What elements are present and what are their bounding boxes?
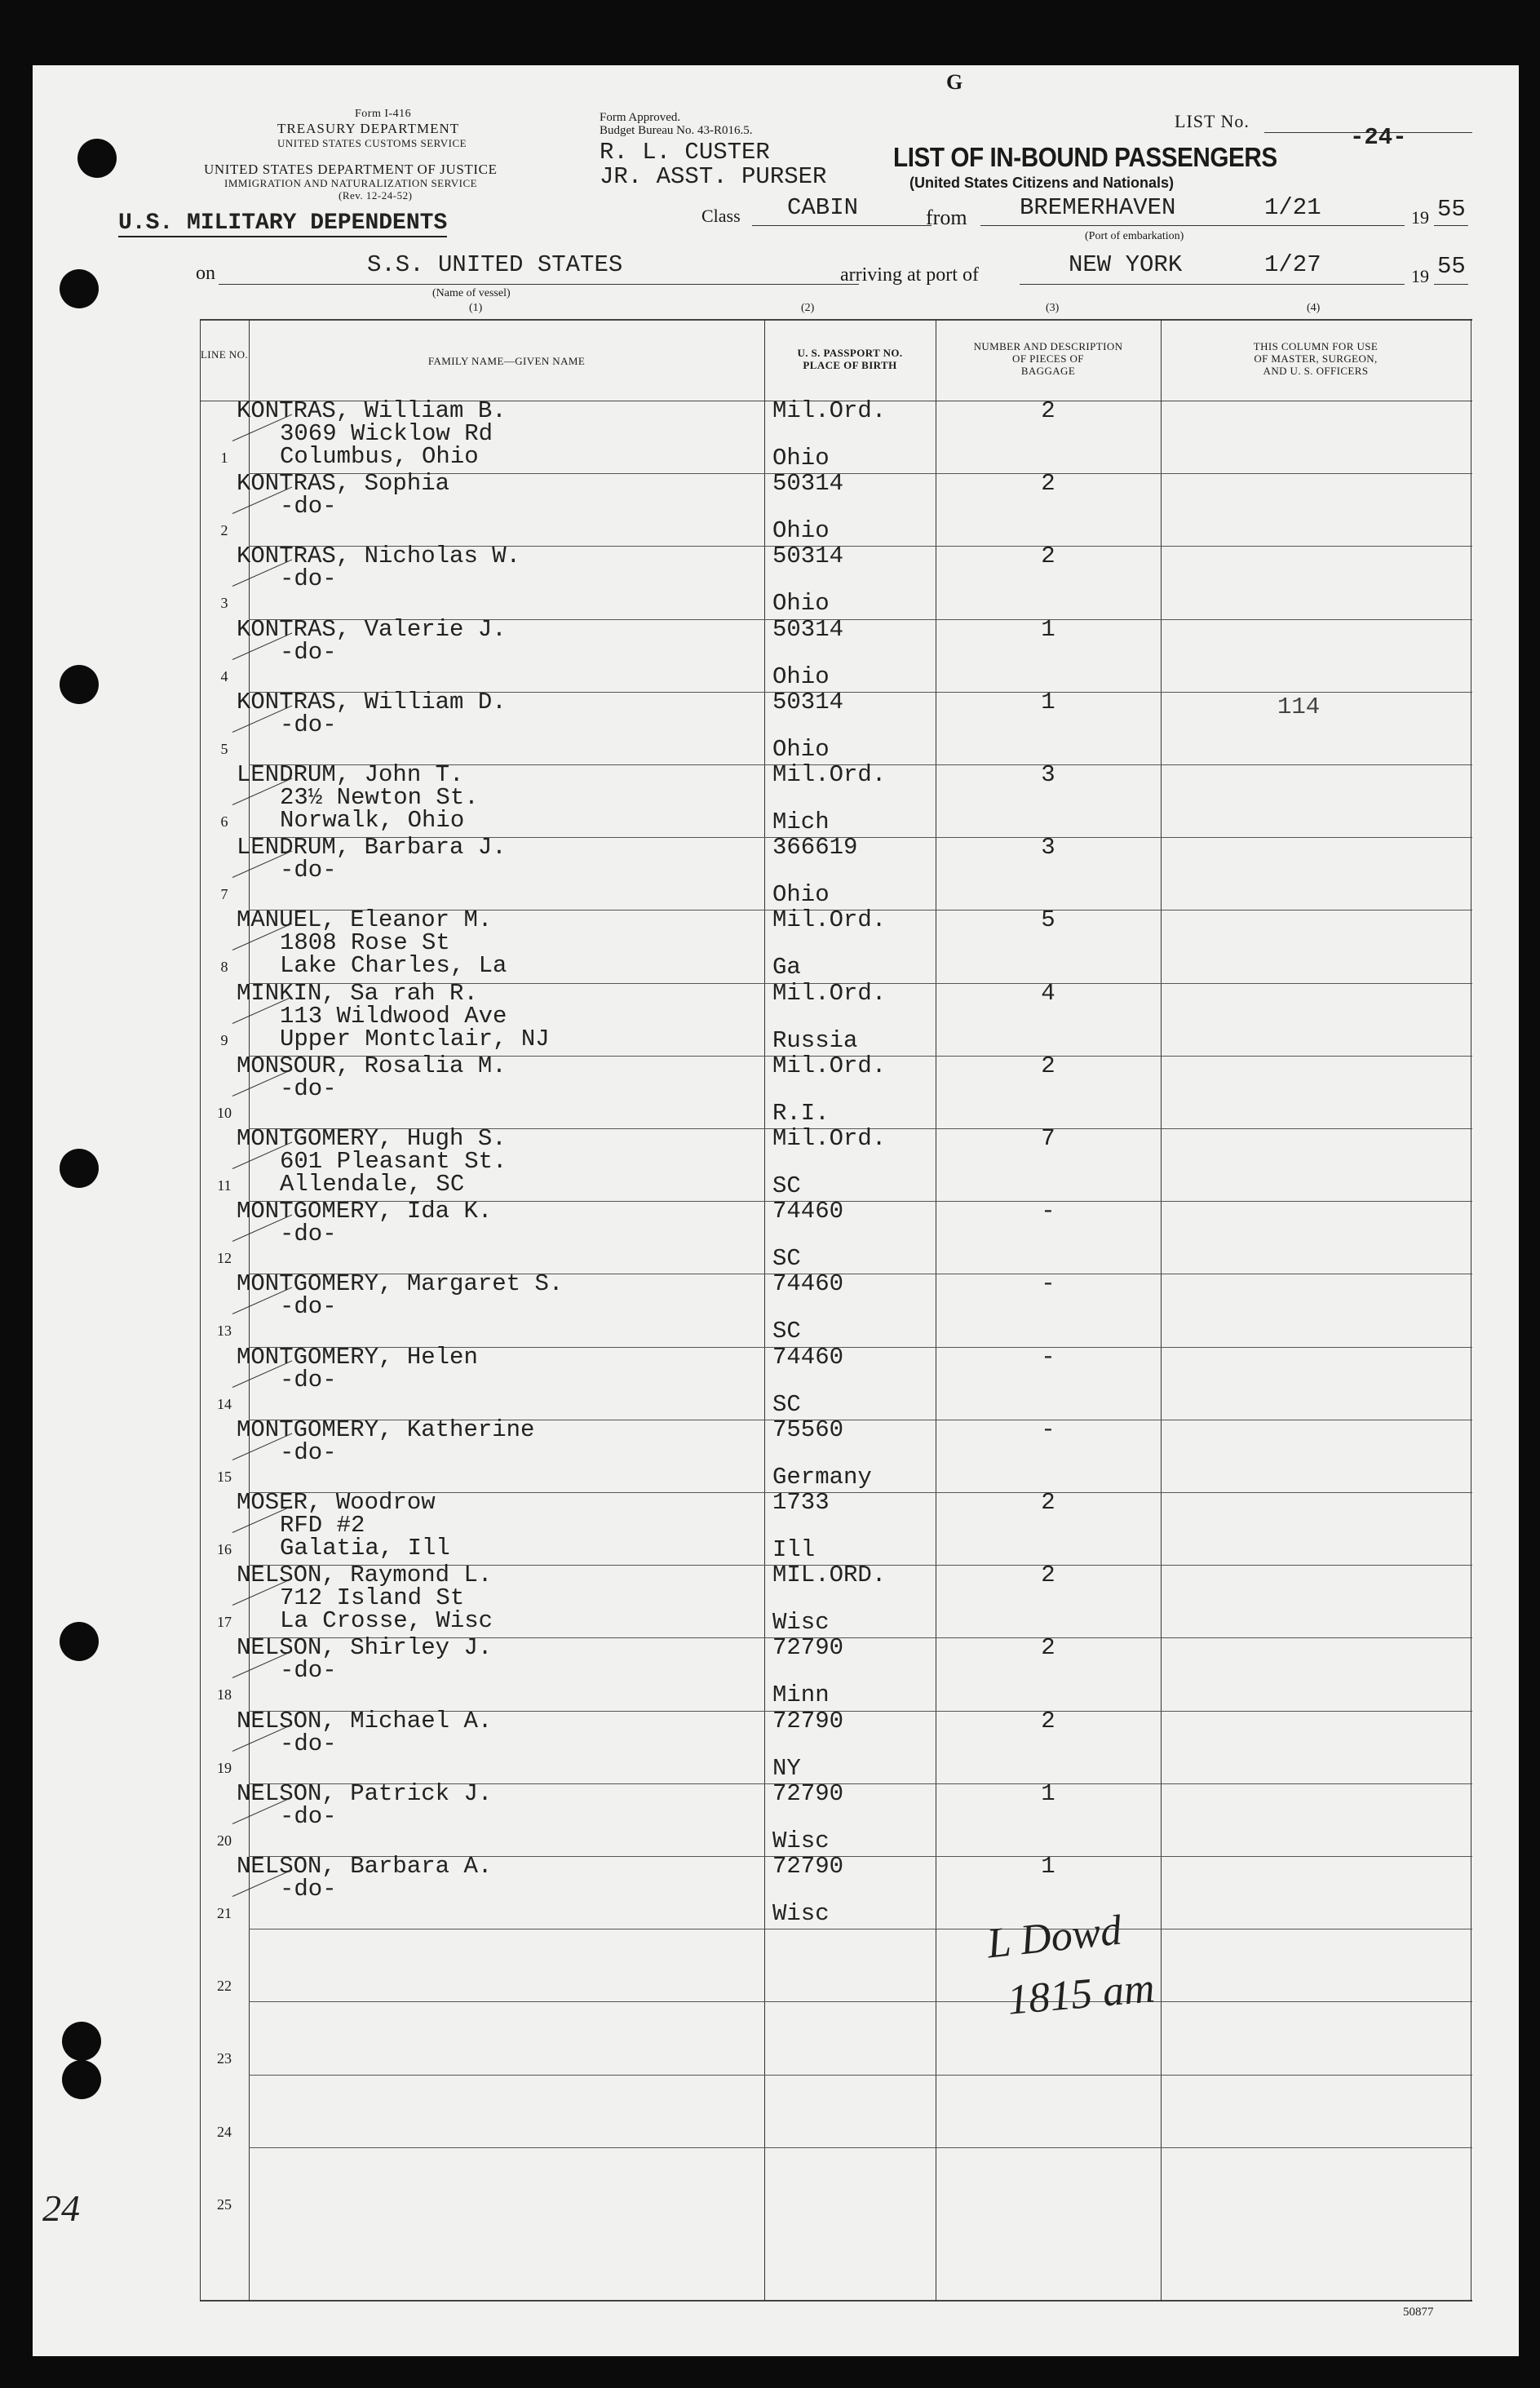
passenger-address-1: -do- bbox=[280, 1293, 337, 1321]
table-row bbox=[200, 1853, 1472, 1929]
baggage-count: 3 bbox=[1041, 834, 1055, 862]
line-number: 22 bbox=[217, 1978, 232, 1995]
col-header-baggage-l2: OF PIECES OF bbox=[1012, 352, 1084, 365]
passenger-address-1: 1808 Rose St bbox=[280, 929, 450, 957]
place-of-birth: SC bbox=[772, 1245, 801, 1273]
page-subtitle: (United States Citizens and Nationals) bbox=[909, 175, 1175, 191]
baggage-count: 2 bbox=[1041, 543, 1055, 570]
passenger-name: MONTGOMERY, Ida K. bbox=[237, 1198, 493, 1225]
embark-port: BREMERHAVEN bbox=[1020, 194, 1176, 221]
passenger-address-1: 712 Island St bbox=[280, 1584, 465, 1612]
page-title: LIST OF IN-BOUND PASSENGERS bbox=[893, 142, 1277, 172]
passport-number: 74460 bbox=[772, 1270, 844, 1298]
passenger-name: NELSON, Michael A. bbox=[237, 1707, 493, 1735]
passenger-address-1: -do- bbox=[280, 565, 337, 593]
officer-note: 114 bbox=[1277, 693, 1321, 720]
passenger-name: MOSER, Woodrow bbox=[237, 1489, 436, 1516]
passenger-address-2: Galatia, Ill bbox=[280, 1535, 450, 1562]
line-number: 21 bbox=[217, 1905, 232, 1921]
baggage-count: 5 bbox=[1041, 906, 1055, 934]
place-of-birth: SC bbox=[772, 1390, 801, 1418]
passport-number: Mil.Ord. bbox=[772, 979, 887, 1007]
place-of-birth: Ohio bbox=[772, 881, 830, 909]
place-of-birth: R.I. bbox=[772, 1099, 830, 1127]
passenger-name: KONTRAS, William D. bbox=[237, 688, 507, 716]
col-header-officers-l2: OF MASTER, SURGEON, bbox=[1254, 352, 1378, 365]
passenger-address-2: La Crosse, Wisc bbox=[280, 1607, 493, 1635]
passenger-address-1: -do- bbox=[280, 1657, 337, 1685]
baggage-count: 3 bbox=[1041, 761, 1055, 788]
justice-dept: UNITED STATES DEPARTMENT OF JUSTICE bbox=[204, 162, 498, 177]
line-number: 23 bbox=[217, 2050, 232, 2067]
place-of-birth: Wisc bbox=[772, 1827, 830, 1854]
table-row bbox=[200, 1052, 1472, 1128]
form-code: 50877 bbox=[1403, 2306, 1434, 2319]
passport-number: 74460 bbox=[772, 1198, 844, 1225]
passenger-address-1: -do- bbox=[280, 711, 337, 738]
table-row bbox=[200, 543, 1472, 618]
table-row bbox=[200, 615, 1472, 692]
passenger-name: MINKIN, Sa rah R. bbox=[237, 979, 478, 1007]
passenger-address-1: 601 Pleasant St. bbox=[280, 1148, 507, 1175]
arrival-port: NEW YORK bbox=[1069, 251, 1183, 278]
table-row bbox=[200, 979, 1472, 1056]
col-header-passport-l1: U. S. PASSPORT NO. bbox=[797, 347, 903, 359]
place-of-birth: Ohio bbox=[772, 735, 830, 763]
passport-number: 72790 bbox=[772, 1779, 844, 1807]
passenger-address-1: 3069 Wicklow Rd bbox=[280, 420, 493, 447]
table-row bbox=[200, 1125, 1472, 1201]
col-header-baggage-l3: BAGGAGE bbox=[1020, 365, 1076, 377]
punch-hole bbox=[60, 1149, 99, 1188]
from-label: from bbox=[926, 206, 967, 229]
list-no-label: LIST No. bbox=[1175, 111, 1250, 131]
passenger-address-1: -do- bbox=[280, 1438, 337, 1466]
table-row bbox=[200, 1929, 1472, 2001]
place-of-birth: SC bbox=[772, 1172, 801, 1199]
passenger-address-1: -do- bbox=[280, 1221, 337, 1248]
punch-hole bbox=[62, 2022, 101, 2061]
line-number: 16 bbox=[217, 1541, 232, 1557]
table-row bbox=[200, 1343, 1472, 1420]
line-number: 14 bbox=[217, 1395, 232, 1412]
line-number: 19 bbox=[217, 1759, 232, 1776]
passenger-address-2: Allendale, SC bbox=[280, 1171, 465, 1198]
treasury-dept: TREASURY DEPARTMENT bbox=[277, 121, 460, 136]
passenger-address-2: Upper Montclair, NJ bbox=[280, 1025, 550, 1052]
passenger-name: NELSON, Patrick J. bbox=[237, 1779, 493, 1807]
passenger-name: KONTRAS, William B. bbox=[237, 397, 507, 424]
baggage-count: - bbox=[1041, 1198, 1055, 1225]
col-header-officers-l3: AND U. S. OFFICERS bbox=[1263, 365, 1369, 377]
punch-hole bbox=[62, 2060, 101, 2099]
line-number: 7 bbox=[220, 886, 228, 903]
line-number: 18 bbox=[217, 1686, 232, 1703]
place-of-birth: Ohio bbox=[772, 590, 830, 618]
punch-hole bbox=[60, 269, 99, 308]
table-row bbox=[200, 1562, 1472, 1637]
baggage-count: 1 bbox=[1041, 615, 1055, 643]
passenger-name: MONSOUR, Rosalia M. bbox=[237, 1052, 507, 1079]
passport-number: 74460 bbox=[772, 1343, 844, 1371]
line-number: 11 bbox=[217, 1177, 232, 1194]
place-of-birth: Ill bbox=[772, 1536, 816, 1563]
table-row bbox=[200, 1779, 1472, 1856]
arrival-year-prefix: 19 bbox=[1411, 266, 1429, 286]
baggage-count: 2 bbox=[1041, 1489, 1055, 1516]
arrival-year: 55 bbox=[1437, 253, 1466, 280]
line-number: 12 bbox=[217, 1250, 232, 1267]
baggage-count: 7 bbox=[1041, 1125, 1055, 1152]
arrival-date: 1/27 bbox=[1264, 251, 1321, 278]
baggage-count: 2 bbox=[1041, 470, 1055, 498]
baggage-count: 2 bbox=[1041, 1052, 1055, 1079]
place-of-birth: Minn bbox=[772, 1681, 830, 1709]
line-number: 24 bbox=[217, 2123, 232, 2140]
col-header-passport-l2: PLACE OF BIRTH bbox=[803, 359, 897, 371]
passenger-name: MONTGOMERY, Helen bbox=[237, 1343, 478, 1371]
budget-bureau: Budget Bureau No. 43-R016.5. bbox=[600, 124, 753, 137]
table-row bbox=[200, 1634, 1472, 1710]
table-row bbox=[200, 1270, 1472, 1346]
embark-year-prefix: 19 bbox=[1411, 207, 1429, 228]
passenger-name: NELSON, Raymond L. bbox=[237, 1562, 493, 1589]
table-row bbox=[200, 761, 1472, 837]
line-number: 20 bbox=[217, 1832, 232, 1849]
baggage-count: 1 bbox=[1041, 688, 1055, 716]
passenger-address-1: -do- bbox=[280, 1366, 337, 1393]
passenger-name: MONTGOMERY, Margaret S. bbox=[237, 1270, 564, 1298]
line-number: 6 bbox=[220, 813, 228, 830]
table-row bbox=[200, 470, 1472, 546]
line-number: 8 bbox=[220, 959, 228, 976]
officer-name: R. L. CUSTER bbox=[600, 139, 770, 166]
passenger-name: NELSON, Shirley J. bbox=[237, 1634, 493, 1662]
passenger-address-1: -do- bbox=[280, 638, 337, 666]
baggage-count: 1 bbox=[1041, 1853, 1055, 1880]
on-label: on bbox=[196, 263, 215, 284]
passport-number: 75560 bbox=[772, 1416, 844, 1443]
embark-date: 1/21 bbox=[1264, 194, 1321, 221]
passenger-name: MANUEL, Eleanor M. bbox=[237, 906, 493, 934]
baggage-count: 2 bbox=[1041, 1562, 1055, 1589]
col-header-passport bbox=[764, 347, 936, 371]
line-number: 2 bbox=[220, 522, 228, 539]
ins-service: IMMIGRATION AND NATURALIZATION SERVICE bbox=[224, 177, 478, 189]
passport-number: MIL.ORD. bbox=[772, 1562, 887, 1589]
baggage-count: - bbox=[1041, 1416, 1055, 1443]
passport-number: 72790 bbox=[772, 1634, 844, 1662]
signature-line-1: L Dowd bbox=[985, 1907, 1124, 1968]
col-header-name: FAMILY NAME—GIVEN NAME bbox=[427, 355, 586, 367]
line-number: 17 bbox=[217, 1614, 232, 1631]
form-number: Form I-416 bbox=[355, 108, 412, 120]
line-number: 1 bbox=[220, 450, 228, 466]
passenger-address-2: Norwalk, Ohio bbox=[280, 807, 465, 834]
place-of-birth: SC bbox=[772, 1318, 801, 1345]
punch-hole bbox=[60, 665, 99, 704]
place-of-birth: Wisc bbox=[772, 1609, 830, 1637]
line-number: 15 bbox=[217, 1468, 232, 1485]
col-header-line: LINE NO. bbox=[200, 348, 249, 361]
table-row bbox=[200, 1198, 1472, 1274]
passport-number: 72790 bbox=[772, 1707, 844, 1735]
place-of-birth: Ohio bbox=[772, 662, 830, 690]
passenger-address-2: Lake Charles, La bbox=[280, 952, 507, 980]
passenger-name: KONTRAS, Valerie J. bbox=[237, 615, 507, 643]
table-row bbox=[200, 1489, 1472, 1565]
officer-title: JR. ASST. PURSER bbox=[600, 163, 827, 190]
vessel-caption: (Name of vessel) bbox=[432, 287, 511, 299]
table-row bbox=[200, 1416, 1472, 1492]
line-number: 4 bbox=[220, 667, 228, 685]
col-header-baggage-l1: NUMBER AND DESCRIPTION bbox=[973, 340, 1123, 352]
manifest-sheet bbox=[33, 65, 1519, 2356]
baggage-count: - bbox=[1041, 1270, 1055, 1298]
passport-number: 1733 bbox=[772, 1489, 830, 1516]
passenger-name: KONTRAS, Sophia bbox=[237, 470, 450, 498]
passport-number: Mil.Ord. bbox=[772, 906, 887, 934]
table-row bbox=[200, 1707, 1472, 1783]
place-of-birth: Ohio bbox=[772, 517, 830, 545]
col-number-4: (4) bbox=[1307, 302, 1321, 314]
group-label: U.S. MILITARY DEPENDENTS bbox=[118, 210, 448, 236]
line-number: 3 bbox=[220, 595, 228, 612]
arriving-label: arriving at port of bbox=[840, 264, 979, 286]
col-number-2: (2) bbox=[801, 302, 815, 314]
embark-caption: (Port of embarkation) bbox=[1085, 230, 1184, 242]
baggage-count: 4 bbox=[1041, 979, 1055, 1007]
place-of-birth: Ohio bbox=[772, 445, 830, 472]
passenger-address-1: -do- bbox=[280, 1802, 337, 1830]
place-of-birth: NY bbox=[772, 1754, 801, 1782]
form-approved: Form Approved. bbox=[600, 111, 681, 124]
table-row bbox=[200, 2001, 1472, 2074]
customs-service: UNITED STATES CUSTOMS SERVICE bbox=[277, 137, 467, 149]
table-row bbox=[200, 2075, 1472, 2147]
baggage-count: 2 bbox=[1041, 1634, 1055, 1662]
passenger-address-1: 23½ Newton St. bbox=[280, 784, 479, 811]
table-row bbox=[200, 2147, 1472, 2220]
list-number: -24- bbox=[1350, 124, 1407, 151]
passenger-address-1: 113 Wildwood Ave bbox=[280, 1002, 507, 1030]
passenger-name: LENDRUM, Barbara J. bbox=[237, 834, 507, 862]
passport-number: Mil.Ord. bbox=[772, 1125, 887, 1152]
col-number-3: (3) bbox=[1046, 302, 1060, 314]
passenger-address-1: -do- bbox=[280, 1876, 337, 1903]
passenger-name: KONTRAS, Nicholas W. bbox=[237, 543, 521, 570]
passenger-address-1: -do- bbox=[280, 1074, 337, 1102]
passenger-address-1: -do- bbox=[280, 493, 337, 521]
baggage-count: 2 bbox=[1041, 397, 1055, 424]
vessel-name: S.S. UNITED STATES bbox=[367, 251, 623, 278]
passport-number: 50314 bbox=[772, 470, 844, 498]
line-number: 9 bbox=[220, 1031, 228, 1048]
passport-number: 50314 bbox=[772, 688, 844, 716]
top-letter: G bbox=[946, 70, 963, 94]
passenger-address-1: -do- bbox=[280, 1730, 337, 1757]
passport-number: 50314 bbox=[772, 615, 844, 643]
col-header-officers bbox=[1161, 340, 1471, 377]
passenger-name: MONTGOMERY, Hugh S. bbox=[237, 1125, 507, 1152]
class-value: CABIN bbox=[787, 194, 859, 221]
passenger-table bbox=[200, 319, 1472, 2302]
line-number: 5 bbox=[220, 740, 228, 757]
punch-hole bbox=[77, 139, 117, 178]
passport-number: 72790 bbox=[772, 1853, 844, 1880]
col-number-1: (1) bbox=[469, 302, 483, 314]
col-header-baggage bbox=[936, 340, 1161, 377]
passenger-name: LENDRUM, John T. bbox=[237, 761, 464, 788]
passport-number: Mil.Ord. bbox=[772, 761, 887, 788]
passenger-address-1: RFD #2 bbox=[280, 1512, 365, 1539]
table-row bbox=[200, 906, 1472, 982]
passenger-address-2: Columbus, Ohio bbox=[280, 443, 479, 470]
place-of-birth: Russia bbox=[772, 1026, 858, 1054]
passport-number: 366619 bbox=[772, 834, 858, 862]
table-row bbox=[200, 834, 1472, 910]
baggage-count: - bbox=[1041, 1343, 1055, 1371]
line-number: 25 bbox=[217, 2195, 232, 2213]
class-label: Class bbox=[701, 206, 741, 226]
place-of-birth: Ga bbox=[772, 954, 801, 981]
baggage-count: 2 bbox=[1041, 1707, 1055, 1735]
passport-number: Mil.Ord. bbox=[772, 1052, 887, 1079]
form-revision: (Rev. 12-24-52) bbox=[339, 189, 413, 202]
passport-number: Mil.Ord. bbox=[772, 397, 887, 424]
corner-mark: 24 bbox=[42, 2187, 80, 2229]
punch-hole bbox=[60, 1622, 99, 1661]
passenger-address-1: -do- bbox=[280, 857, 337, 884]
passenger-name: NELSON, Barbara A. bbox=[237, 1853, 493, 1880]
place-of-birth: Mich bbox=[772, 809, 830, 835]
embark-year: 55 bbox=[1437, 196, 1466, 223]
place-of-birth: Wisc bbox=[772, 1900, 830, 1927]
signature-line-2: 1815 am bbox=[1005, 1965, 1157, 2024]
place-of-birth: Germany bbox=[772, 1463, 872, 1491]
line-number: 10 bbox=[217, 1104, 232, 1121]
table-row bbox=[200, 397, 1472, 473]
col-header-officers-l1: THIS COLUMN FOR USE bbox=[1253, 340, 1378, 352]
passport-number: 50314 bbox=[772, 543, 844, 570]
baggage-count: 1 bbox=[1041, 1779, 1055, 1807]
line-number: 13 bbox=[217, 1322, 232, 1340]
passenger-name: MONTGOMERY, Katherine bbox=[237, 1416, 535, 1443]
